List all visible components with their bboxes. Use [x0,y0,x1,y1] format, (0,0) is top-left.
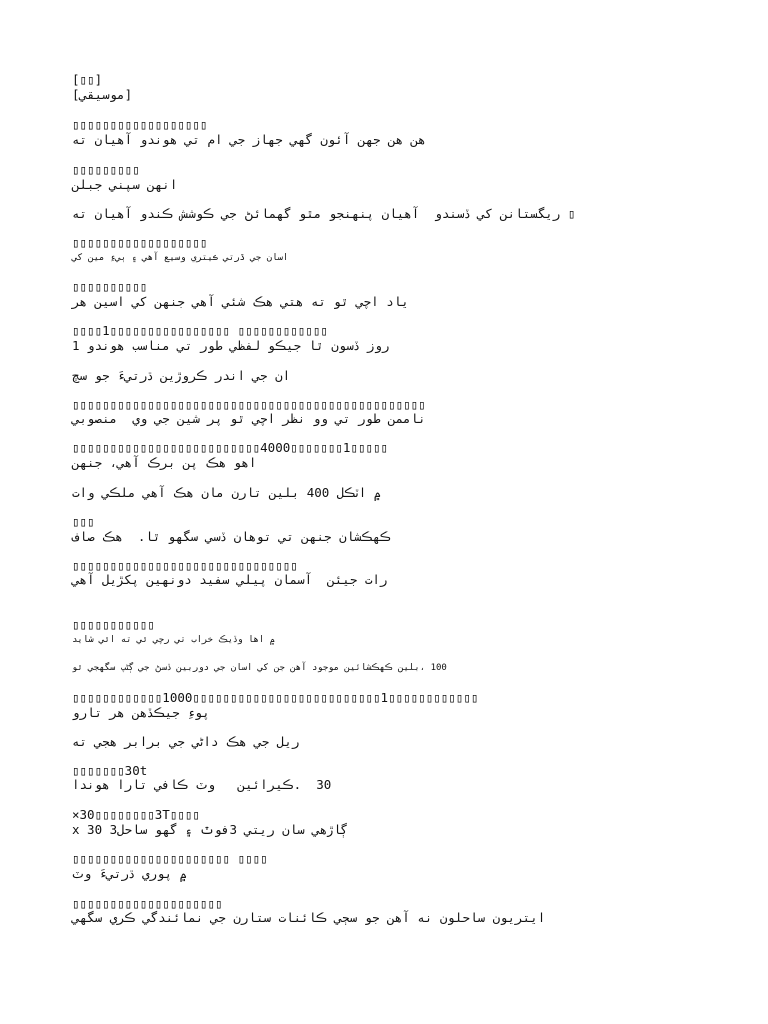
sindhi-line: ۾ اٽڪل 400 بلين تارن مان هڪ آهي ملڪي وات [72,485,382,500]
sindhi-line: ياد اچي ٿو ته هتي هڪ شئي آهي جنهن کي اسين هر [72,294,409,309]
sindhi-line: ڪهڪشان جنهن تي توهان ڏسي سگهو ٿا. هڪ صاف [72,529,391,544]
placeholder-line: ▯▯▯▯▯▯▯▯▯▯▯▯▯▯▯▯▯▯▯▯▯▯▯▯▯▯▯▯▯▯▯▯▯▯▯▯▯▯▯▯▯▯▯▯▯▯▯ [72,397,426,412]
placeholder-line: ▯▯▯▯▯▯▯▯▯▯▯▯▯▯▯▯▯▯▯▯▯ ▯▯▯▯ [72,851,268,866]
sindhi-line: رات جيئن آسمان پيلي سفيد دونهين پکڙيل آهي [72,572,388,587]
sindhi-line-small: اسان جي ڌرتي ڪيتري وسيع آهي ۽ ٻيءِ مين کي [72,253,289,263]
placeholder-line: ▯▯▯▯▯▯▯▯▯▯▯▯▯▯▯▯▯▯ [72,117,208,132]
sindhi-line: هن هن جهن آئون گهي جهاز جي ام تي هوندو آهيان ته [72,132,426,147]
bracket-header: [▯▯] [72,72,103,87]
sindhi-line: ان جي اندر ڪروڙين ڌرتيءَ جو سچ [72,368,291,383]
placeholder-line: ▯▯▯▯▯▯▯▯▯▯▯▯▯▯▯▯▯▯▯▯▯▯▯▯▯4000▯▯▯▯▯▯▯1▯▯▯▯▯ [72,440,389,455]
placeholder-line: ▯▯▯▯▯▯▯▯▯▯▯▯▯▯▯▯▯▯▯▯▯▯▯▯▯▯▯▯▯▯ [72,558,298,573]
placeholder-line: ▯▯▯▯▯▯▯▯▯▯▯▯▯▯▯▯▯▯ [72,235,208,250]
sindhi-line: ۾ پوري ڌرتيءَ وٽ [72,866,187,881]
sindhi-line: 30 .ڪيرائين وٽ ڪافي تارا هوندا [72,777,332,792]
placeholder-line: ▯▯▯▯▯▯▯▯▯▯▯▯▯▯▯▯▯▯▯▯ [72,896,223,911]
sindhi-line: روز ڏسون ٿا جيڪو لفظي طور تي مناسب هوندو 1 [72,338,390,353]
sindhi-line: ناممن طور تي وو نظر اچي ٿو پر شين جي وي منصوبي [72,411,426,426]
sindhi-line: ريل جي هڪ داڻي جي برابر هجي ته [72,734,300,749]
sindhi-line: ايتريون ساحلون نه آهن جو سڄي ڪائنات ستارن جي نمائندگي ڪري سگهي [72,910,546,925]
sindhi-line: انهن سپني جبلن [72,177,178,192]
placeholder-line: ▯▯▯▯1▯▯▯▯▯▯▯▯▯▯▯▯▯▯▯▯ ▯▯▯▯▯▯▯▯▯▯▯▯ [72,323,328,338]
sindhi-line-small: ۾ اها وڏيڪ خراب تي رچي ٿي ته اٿي شايد [72,635,275,645]
placeholder-line: ▯▯▯▯▯▯▯▯▯▯ [72,279,148,294]
sindhi-line: ▯ ريگستانن کي ڏسندو آهيان پنهنجو مٿو گهمائڻ جي ڪوشش ڪندو آهيان ته [72,206,576,221]
placeholder-line: ▯▯▯▯▯▯▯▯▯▯▯ [72,617,155,632]
placeholder-line: ▯▯▯ [72,514,95,529]
placeholder-line: ▯▯▯▯▯▯▯▯▯▯▯▯1000▯▯▯▯▯▯▯▯▯▯▯▯▯▯▯▯▯▯▯▯▯▯▯▯▯1▯▯▯▯▯▯▯▯▯▯▯▯ [72,690,479,705]
placeholder-line: ▯▯▯▯▯▯▯▯▯ [72,162,140,177]
music-cue: [موسيقي] [72,87,133,102]
sindhi-line-small: 100 ،بلين ڪهڪشائين موجود آهن جن کي اسان جي دوربين ڏسڻ جي ڳڻپ سگهجي ٿو [72,663,447,673]
sindhi-line: x 30 3ڳاڙهي سان ريتي 3فوٽ ۽ گهو ساحل [72,822,347,837]
sindhi-line: اهو هڪ پن برڪ آهي، جنهن [72,455,257,470]
placeholder-line: ×30▯▯▯▯▯▯▯▯3T▯▯▯▯ [72,807,200,822]
sindhi-line: پوءِ جيڪڏهن هر تارو [72,705,210,720]
placeholder-line: ▯▯▯▯▯▯▯30t [72,763,148,778]
